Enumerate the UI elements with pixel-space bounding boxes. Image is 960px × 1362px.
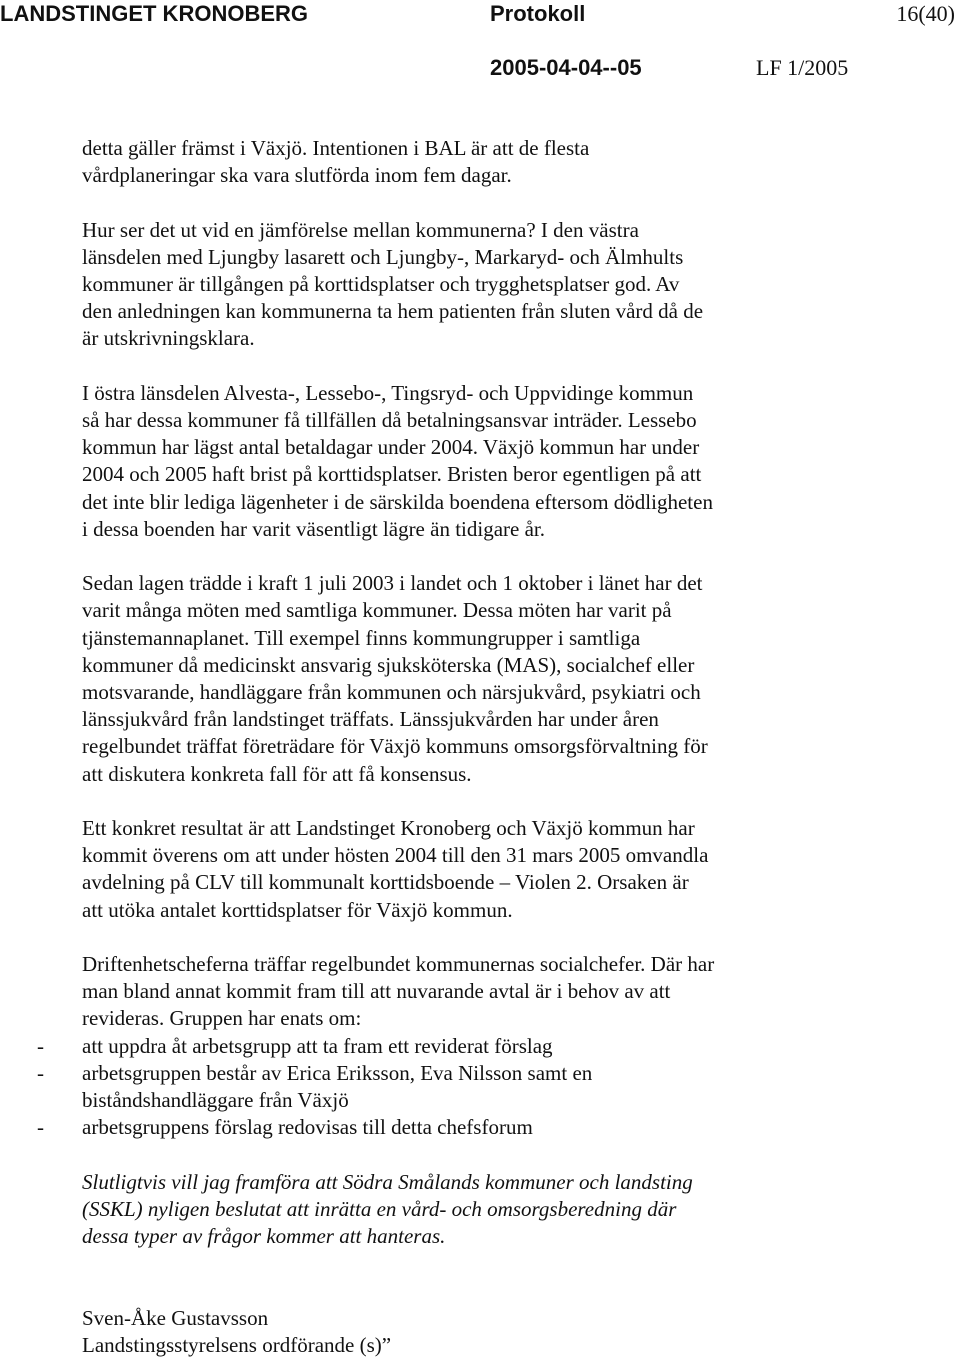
paragraph-line: tjänstemannaplanet. Till exempel finns kommungrupper i samtliga [82,625,641,650]
paragraph-line: den anledningen kan kommunerna ta hem patienten från sluten vård då de [82,299,704,324]
meeting-date: 2005-04-04--05 [490,55,642,80]
list-item-line: arbetsgruppen består av Erica Eriksson, Eva Nilsson samt en [82,1060,593,1085]
paragraph-line: att utöka antalet korttidsplatser för Växjö kommun. [82,897,513,922]
list-intro-line: Driftenhetscheferna träffar regelbundet kommunernas socialchefer. Där har [82,952,715,977]
closing-line: (SSKL) nyligen beslutat att inrätta en vård- och omsorgsberedning där [82,1196,677,1221]
list-intro-line: revideras. Gruppen har enats om: [82,1006,362,1031]
page-number: 16(40) [896,1,955,26]
paragraph-line: detta gäller främst i Växjö. Intentionen i BAL är att de flesta [82,136,590,160]
list-intro [82,951,812,1033]
list-item-line: biståndshandläggare från Växjö [82,1088,349,1113]
list-dash: - [37,1060,44,1085]
paragraph-line: länssjukvård från landstinget träffats. Länssjukvården har under åren [82,707,659,732]
paragraph-line: det inte blir lediga lägenheter i de särskilda boendena eftersom dödligheten [82,489,713,514]
paragraph-line: kommun har lägst antal betaldagar under 2004. Växjö kommun har under [82,435,700,460]
closing-line: dessa typer av frågor kommer att hanteras. [82,1224,446,1249]
paragraph-line: I östra länsdelen Alvesta-, Lessebo-, Tingsryd- och Uppvidinge kommun [82,380,694,405]
paragraph [82,815,812,924]
paragraph-line: kommit överens om att under hösten 2004 till den 31 mars 2005 omvandla [82,843,709,868]
signature-block [82,1305,812,1359]
bullet-list [37,1033,812,1142]
list-item [37,1114,812,1141]
paragraph [82,380,812,543]
paragraph-line: regelbundet träffat företrädare för Växjö kommuns omsorgsförvaltning för [82,734,708,759]
paragraph-line: är utskrivningsklara. [82,326,255,351]
paragraph-line: så har dessa kommuner få tillfällen då betalningsansvar inträder. Lessebo [82,408,697,432]
paragraph [82,217,812,353]
paragraph-line: att diskutera konkreta fall för att få konsensus. [82,761,472,786]
paragraph-line: länsdelen med Ljungby lasarett och Ljungby-, Markaryd- och Älmhults [82,244,684,269]
document-reference: LF 1/2005 [756,55,849,80]
paragraphs [82,135,812,924]
organization-name: LANDSTINGET KRONOBERG [0,1,308,26]
paragraph-line: 2004 och 2005 haft brist på korttidsplatser. Bristen beror egentligen på att [82,462,702,487]
paragraph-line: Sedan lagen trädde i kraft 1 juli 2003 i landet och 1 oktober i länet har det [82,571,703,596]
paragraph-line: varit många möten med samtliga kommuner. Dessa möten har varit på [82,598,672,623]
list-dash: - [37,1033,44,1058]
signature-name: Sven-Åke Gustavsson [82,1305,269,1330]
list-item [37,1060,812,1114]
closing-line: Slutligtvis vill jag framföra att Södra Smålands kommuner och landsting [82,1169,693,1194]
paragraph-line: Ett konkret resultat är att Landstinget Kronoberg och Växjö kommun har [82,816,695,841]
paragraph [82,135,812,189]
paragraph-line: kommuner är tillgången på korttidsplatser och trygghetsplatser god. Av [82,272,680,296]
list-dash: - [37,1115,44,1140]
paragraph-line: Hur ser det ut vid en jämförelse mellan kommunerna? I den västra [82,217,639,242]
list-item-line: arbetsgruppens förslag redovisas till detta chefsforum [82,1115,533,1140]
paragraph [82,570,812,788]
paragraph-line: vårdplaneringar ska vara slutförda inom fem dagar. [82,163,512,188]
paragraph-line: kommuner då medicinskt ansvarig sjuksköterska (MAS), socialchef eller [82,652,695,677]
closing-statement [82,1169,812,1251]
document-body [37,135,812,1359]
paragraph-line: avdelning på CLV till kommunalt korttidsboende – Violen 2. Orsaken är [82,870,689,895]
list-item-line: att uppdra åt arbetsgrupp att ta fram ett reviderat förslag [82,1033,553,1058]
list-item [37,1033,812,1060]
paragraph-line: motsvarande, handläggare från kommunen och närsjukvård, psykiatri och [82,680,701,705]
document-type: Protokoll [490,1,586,26]
list-intro-line: man bland annat kommit fram till att nuvarande avtal är i behov av att [82,979,671,1004]
signature-title: Landstingsstyrelsens ordförande (s)” [82,1332,392,1357]
paragraph-line: i dessa boenden har varit väsentligt lägre än tidigare år. [82,516,545,541]
